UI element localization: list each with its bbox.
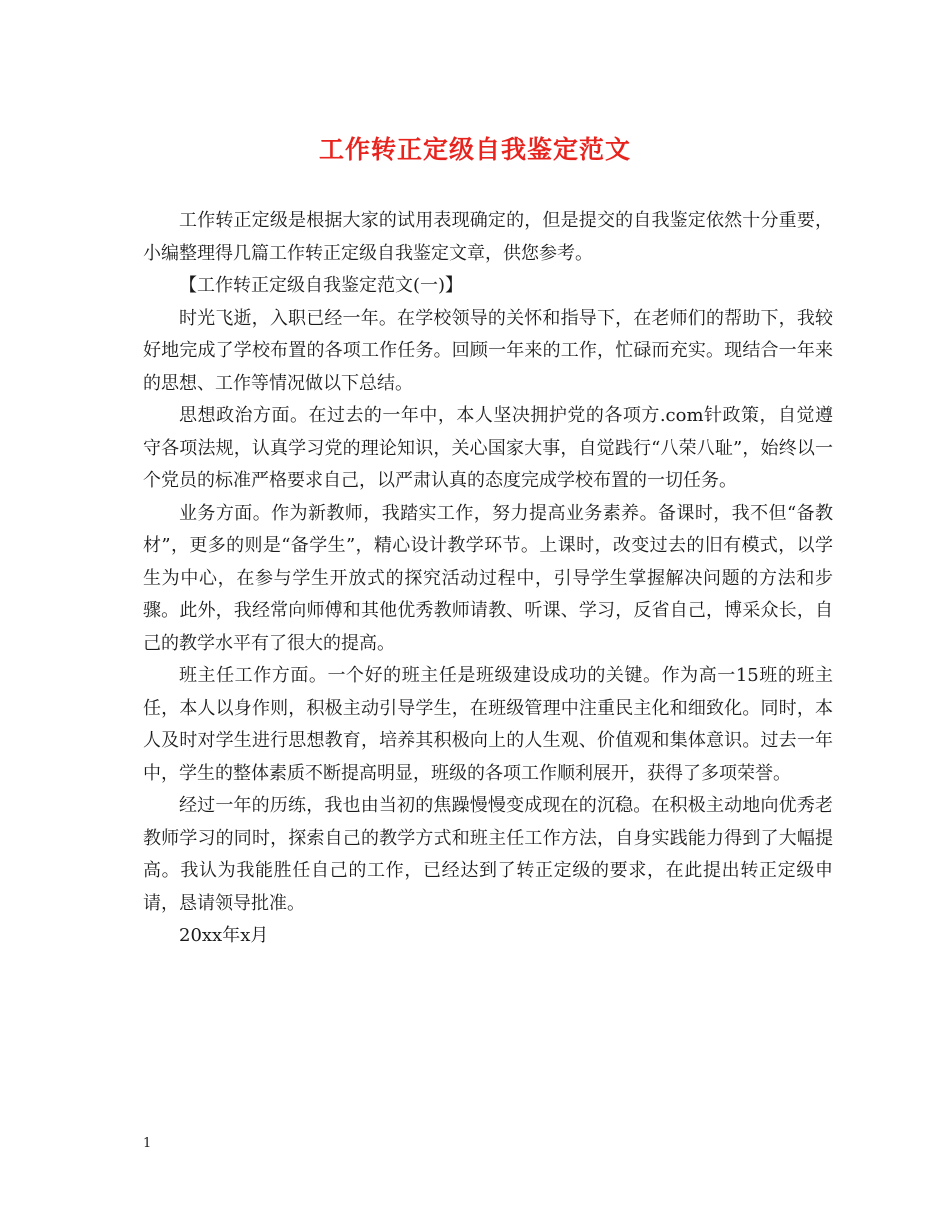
- document-title: 工作转正定级自我鉴定范文: [318, 135, 631, 164]
- body-paragraph: 思想政治方面。在过去的一年中，本人坚决拥护党的各项方.com针政策，自觉遵守各项法规，认真学习党的理论知识，关心国家大事，自觉践行“八荣八耻”，始终以一个党员的标准严格要求自己，以严肃认真的态度完成学校布置的一切任务。: [143, 405, 833, 491]
- document-body: [143, 205, 833, 953]
- intro-paragraph: 工作转正定级是根据大家的试用表现确定的，但是提交的自我鉴定依然十分重要，小编整理得几篇工作转正定级自我鉴定文章，供您参考。: [143, 210, 833, 264]
- body-paragraph: 班主任工作方面。一个好的班主任是班级建设成功的关键。作为高一15班的班主任，本人以身作则，积极主动引导学生，在班级管理中注重民主化和细致化。同时，本人及时对学生进行思想教育，培养其积极向上的人生观、价值观和集体意识。过去一年中，学生的整体素质不断提高明显，班级的各项工作顺利展开，获得了多项荣誉。: [143, 665, 833, 784]
- page-number: 1: [143, 1136, 152, 1151]
- section-heading: 【工作转正定级自我鉴定范文(一)】: [179, 275, 464, 296]
- body-paragraph: 经过一年的历练，我也由当初的焦躁慢慢变成现在的沉稳。在积极主动地向优秀老教师学习的同时，探索自己的教学方式和班主任工作方法，自身实践能力得到了大幅提高。我认为我能胜任自己的工作，已经达到了转正定级的要求，在此提出转正定级申请，恳请领导批准。: [143, 795, 833, 914]
- body-paragraph: 业务方面。作为新教师，我踏实工作，努力提高业务素养。备课时，我不但“备教材”，更多的则是“备学生”，精心设计教学环节。上课时，改变过去的旧有模式，以学生为中心，在参与学生开放式的探究活动过程中，引导学生掌握解决问题的方法和步骤。此外，我经常向师傅和其他优秀教师请教、听课、学习，反省自己，博采众长，自己的教学水平有了很大的提高。: [143, 502, 833, 654]
- body-paragraph: 时光飞逝，入职已经一年。在学校领导的关怀和指导下，在老师们的帮助下，我较好地完成了学校布置的各项工作任务。回顾一年来的工作，忙碌而充实。现结合一年来的思想、工作等情况做以下总结。: [143, 307, 833, 394]
- date-line: 20xx年x月: [179, 925, 269, 946]
